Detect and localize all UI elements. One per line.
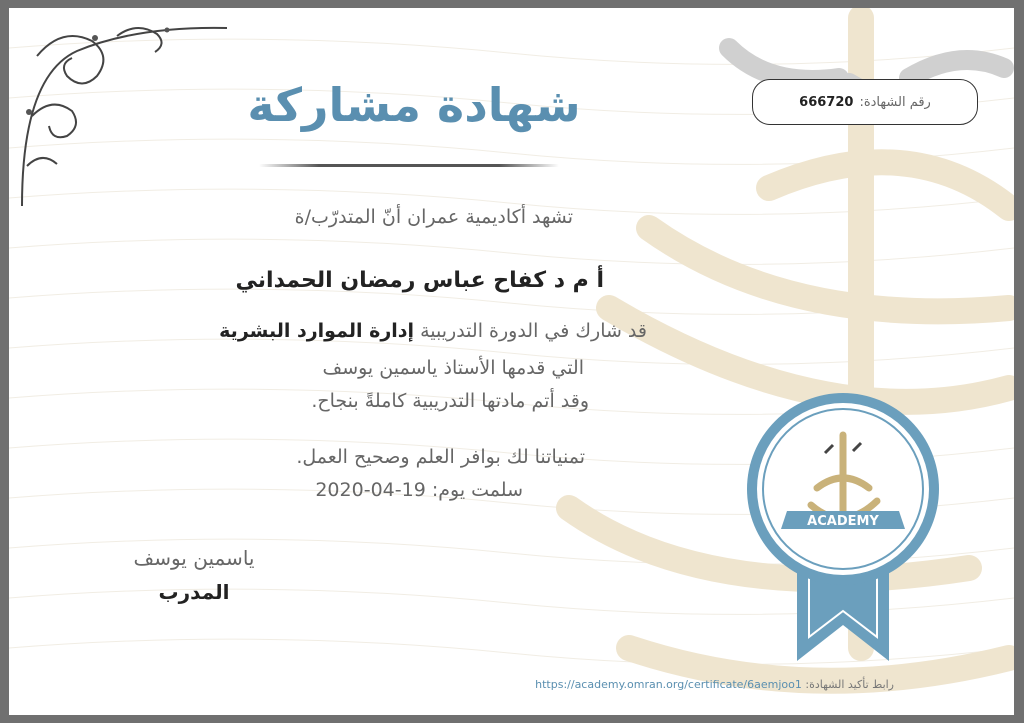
badge-text: ACADEMY bbox=[807, 514, 879, 529]
wish-line: تمنياتنا لك بوافر العلم وصحيح العمل. bbox=[296, 446, 585, 468]
course-line bbox=[159, 320, 647, 342]
verification-label: رابط تأكيد الشهادة: bbox=[805, 678, 894, 691]
signer-role: المدرب bbox=[158, 580, 230, 604]
title-divider bbox=[259, 164, 559, 167]
certificate-number-label: رقم الشهادة: bbox=[859, 94, 931, 110]
certificate-number-box bbox=[752, 79, 978, 125]
course-prefix: قد شارك في الدورة التدريبية bbox=[420, 320, 647, 342]
issue-date: سلمت يوم: 19-04-2020 bbox=[315, 479, 523, 501]
certificate-paper bbox=[9, 8, 1014, 715]
certificate-number-value: 666720 bbox=[799, 94, 854, 110]
signer-name: ياسمين يوسف bbox=[133, 546, 255, 570]
verification-link[interactable]: https://academy.omran.org/certificate/6aemjoo1 bbox=[535, 678, 802, 691]
verification-line bbox=[464, 678, 894, 691]
course-name: إدارة الموارد البشرية bbox=[219, 320, 415, 342]
teacher-line: التي قدمها الأستاذ ياسمين يوسف bbox=[322, 357, 584, 379]
certificate-title: شهادة مشاركة bbox=[247, 78, 581, 132]
completion-line: وقد أتم مادتها التدريبية كاملةً بنجاح. bbox=[311, 390, 589, 412]
academy-badge bbox=[737, 393, 949, 665]
intro-text: تشهد أكاديمية عمران أنّ المتدرّب/ة bbox=[294, 206, 573, 228]
recipient-name: أ م د كفاح عباس رمضان الحمداني bbox=[235, 268, 604, 293]
